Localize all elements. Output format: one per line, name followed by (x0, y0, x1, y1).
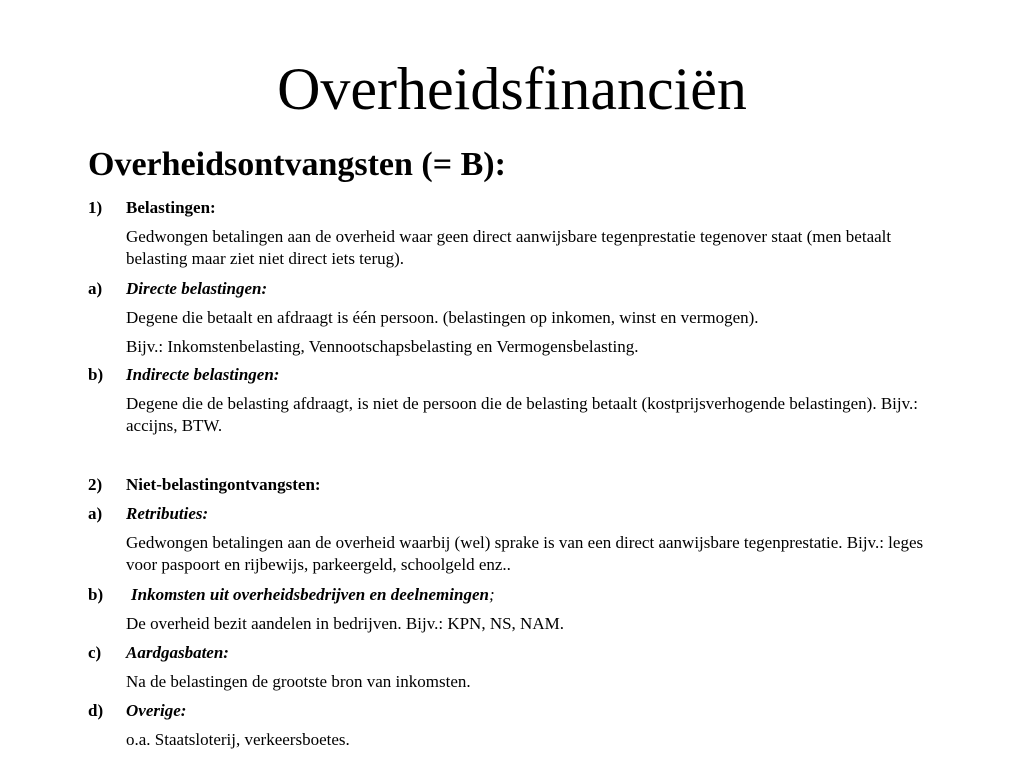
section-heading: Niet-belastingontvangsten: (126, 475, 321, 494)
list-marker: 1) (88, 198, 103, 217)
list-marker: c) (88, 643, 102, 662)
subsection-description: Gedwongen betalingen aan de overheid waarbij (wel) sprake is van een direct aanwijsbare tegenprestatie. Bijv.: leges voor paspoort en rijbewijs, parkeergeld, schoolgeld enz.. (126, 533, 924, 574)
slide-title: Overheidsfinanciën (277, 56, 747, 122)
subsection-heading: Inkomsten uit overheidsbedrijven en deelnemingen (131, 585, 489, 604)
subsection-heading: Retributies: (126, 504, 209, 523)
section-description: Gedwongen betalingen aan de overheid waar geen direct aanwijsbare tegenprestatie tegenover staat (men betaalt belasting maar ziet niet direct iets terug). (126, 227, 892, 268)
list-marker: d) (88, 701, 104, 720)
list-marker: a) (88, 279, 103, 298)
subsection-heading-wrap (131, 584, 495, 606)
list-marker: a) (88, 504, 103, 523)
list-marker: b) (88, 365, 104, 384)
subsection-heading: Aardgasbaten: (126, 643, 229, 662)
subsection-description: o.a. Staatsloterij, verkeersboetes. (126, 730, 350, 749)
subsection-description: Degene die betaalt en afdraagt is één persoon. (belastingen op inkomen, winst en vermogen). (126, 308, 759, 327)
section-heading: Belastingen: (126, 198, 216, 217)
subsection-heading: Directe belastingen: (126, 279, 268, 298)
subsection-description: De overheid bezit aandelen in bedrijven. Bijv.: KPN, NS, NAM. (126, 614, 564, 633)
subsection-example: Bijv.: Inkomstenbelasting, Vennootschapsbelasting en Vermogensbelasting. (126, 337, 639, 356)
subsection-heading: Overige: (126, 701, 187, 720)
list-marker: b) (88, 585, 104, 604)
subsection-description: Degene die de belasting afdraagt, is niet de persoon die de belasting betaalt (kostprijsverhogende belastingen). Bijv.: accijns, BTW. (126, 394, 918, 435)
subsection-description: Na de belastingen de grootste bron van inkomsten. (126, 672, 471, 691)
list-marker: 2) (88, 475, 103, 494)
subsection-heading: Indirecte belastingen: (126, 365, 280, 384)
slide-subtitle: Overheidsontvangsten (= B): (88, 146, 506, 183)
heading-suffix: ; (488, 585, 495, 604)
